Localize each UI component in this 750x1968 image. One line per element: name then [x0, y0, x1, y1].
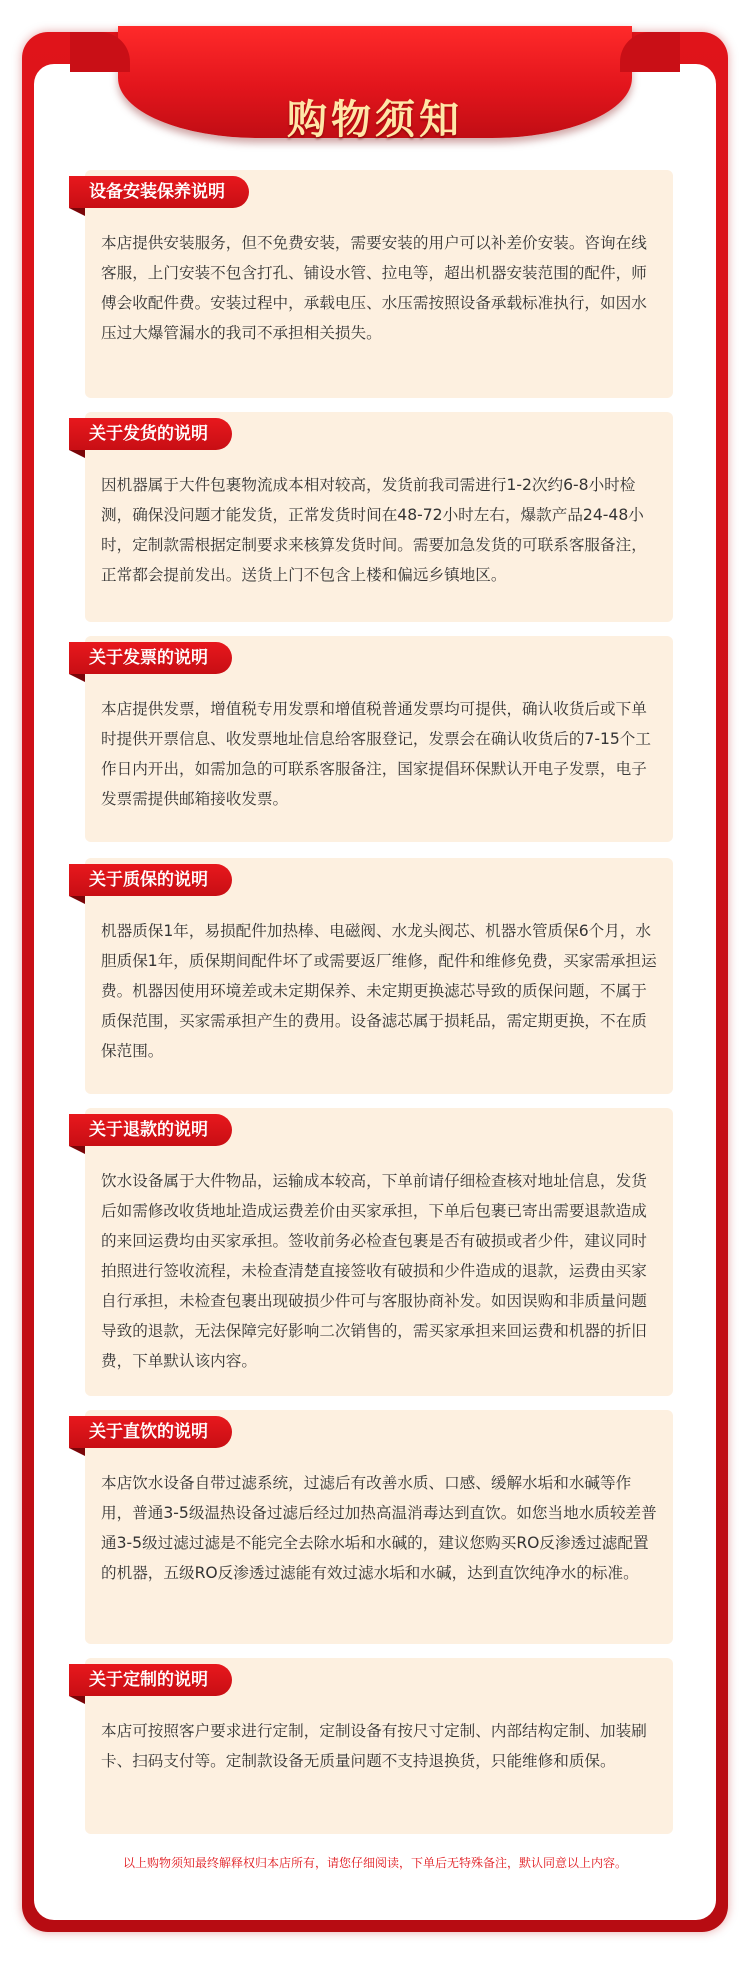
section-label: 关于发票的说明 — [69, 642, 232, 674]
section-refund — [85, 1108, 673, 1396]
section-text: 机器质保1年，易损配件加热棒、电磁阀、水龙头阀芯、机器水管质保6个月，水胆质保1年，质保期间配件坏了或需要返厂维修，配件和维修免费，买家需承担运费。机器因使用环境差或未定期保养、未定期更换滤芯导致的质保问题，不属于质保范围，买家需承担产生的费用。设备滤芯属于损耗品，需定期更换，不在质保范围。 — [101, 922, 657, 1060]
section-label: 关于质保的说明 — [69, 864, 232, 896]
section-text: 本店可按照客户要求进行定制，定制设备有按尺寸定制、内部结构定制、加装刷卡、扫码支付等。定制款设备无质量问题不支持退换货，只能维修和质保。 — [101, 1722, 647, 1770]
footer-note: 以上购物须知最终解释权归本店所有，请您仔细阅读，下单后无特殊备注，默认同意以上内容。 — [122, 1856, 627, 1870]
section-label: 关于退款的说明 — [69, 1114, 232, 1146]
section-label: 设备安装保养说明 — [69, 176, 249, 208]
section-invoice — [85, 636, 673, 842]
section-text: 因机器属于大件包裹物流成本相对较高，发货前我司需进行1-2次约6-8小时检测，确保没问题才能发货，正常发货时间在48-72小时左右，爆款产品24-48小时，定制款需根据定制要求来核算发货时间。需要加急发货的可联系客服备注，正常都会提前发出。送货上门不包含上楼和偏远乡镇地区。 — [101, 476, 647, 584]
section-text: 饮水设备属于大件物品，运输成本较高，下单前请仔细检查核对地址信息，发货后如需修改收货地址造成运费差价由买家承担，下单后包裹已寄出需要退款造成的来回运费均由买家承担。签收前务必检查包裹是否有破损或者少件，建议同时拍照进行签收流程，未检查清楚直接签收有破损和少件造成的退款，运费由买家自行承担，未检查包裹出现破损少件可与客服协商补发。如因误购和非质量问题导致的退款，无法保障完好影响二次销售的，需买家承担来回运费和机器的折旧费，下单默认该内容。 — [101, 1172, 647, 1370]
section-installation — [85, 170, 673, 398]
section-text: 本店提供发票，增值税专用发票和增值税普通发票均可提供，确认收货后或下单时提供开票信息、收发票地址信息给客服登记，发票会在确认收货后的7-15个工作日内开出，如需加急的可联系客服备注，国家提倡环保默认开电子发票，电子发票需提供邮箱接收发票。 — [101, 700, 651, 808]
section-customization — [85, 1658, 673, 1834]
section-direct-drinking — [85, 1410, 673, 1644]
section-text: 本店饮水设备自带过滤系统，过滤后有改善水质、口感、缓解水垢和水碱等作用，普通3-5级温热设备过滤后经过加热高温消毒达到直饮。如您当地水质较差普通3-5级过滤过滤是不能完全去除水垢和水碱的，建议您购买RO反渗透过滤配置的机器，五级RO反渗透过滤能有效过滤水垢和水碱，达到直饮纯净水的标准。 — [101, 1474, 657, 1582]
section-label: 关于定制的说明 — [69, 1664, 232, 1696]
section-label: 关于直饮的说明 — [69, 1416, 232, 1448]
section-warranty — [85, 858, 673, 1094]
section-text: 本店提供安装服务，但不免费安装，需要安装的用户可以补差价安装。咨询在线客服，上门安装不包含打孔、铺设水管、拉电等，超出机器安装范围的配件，师傅会收配件费。安装过程中，承载电压、水压需按照设备承载标准执行，如因水压过大爆管漏水的我司不承担相关损失。 — [101, 234, 647, 342]
section-shipping — [85, 412, 673, 622]
page-title: 购物须知 — [287, 97, 463, 143]
title-banner — [118, 26, 632, 143]
section-label: 关于发货的说明 — [69, 418, 232, 450]
